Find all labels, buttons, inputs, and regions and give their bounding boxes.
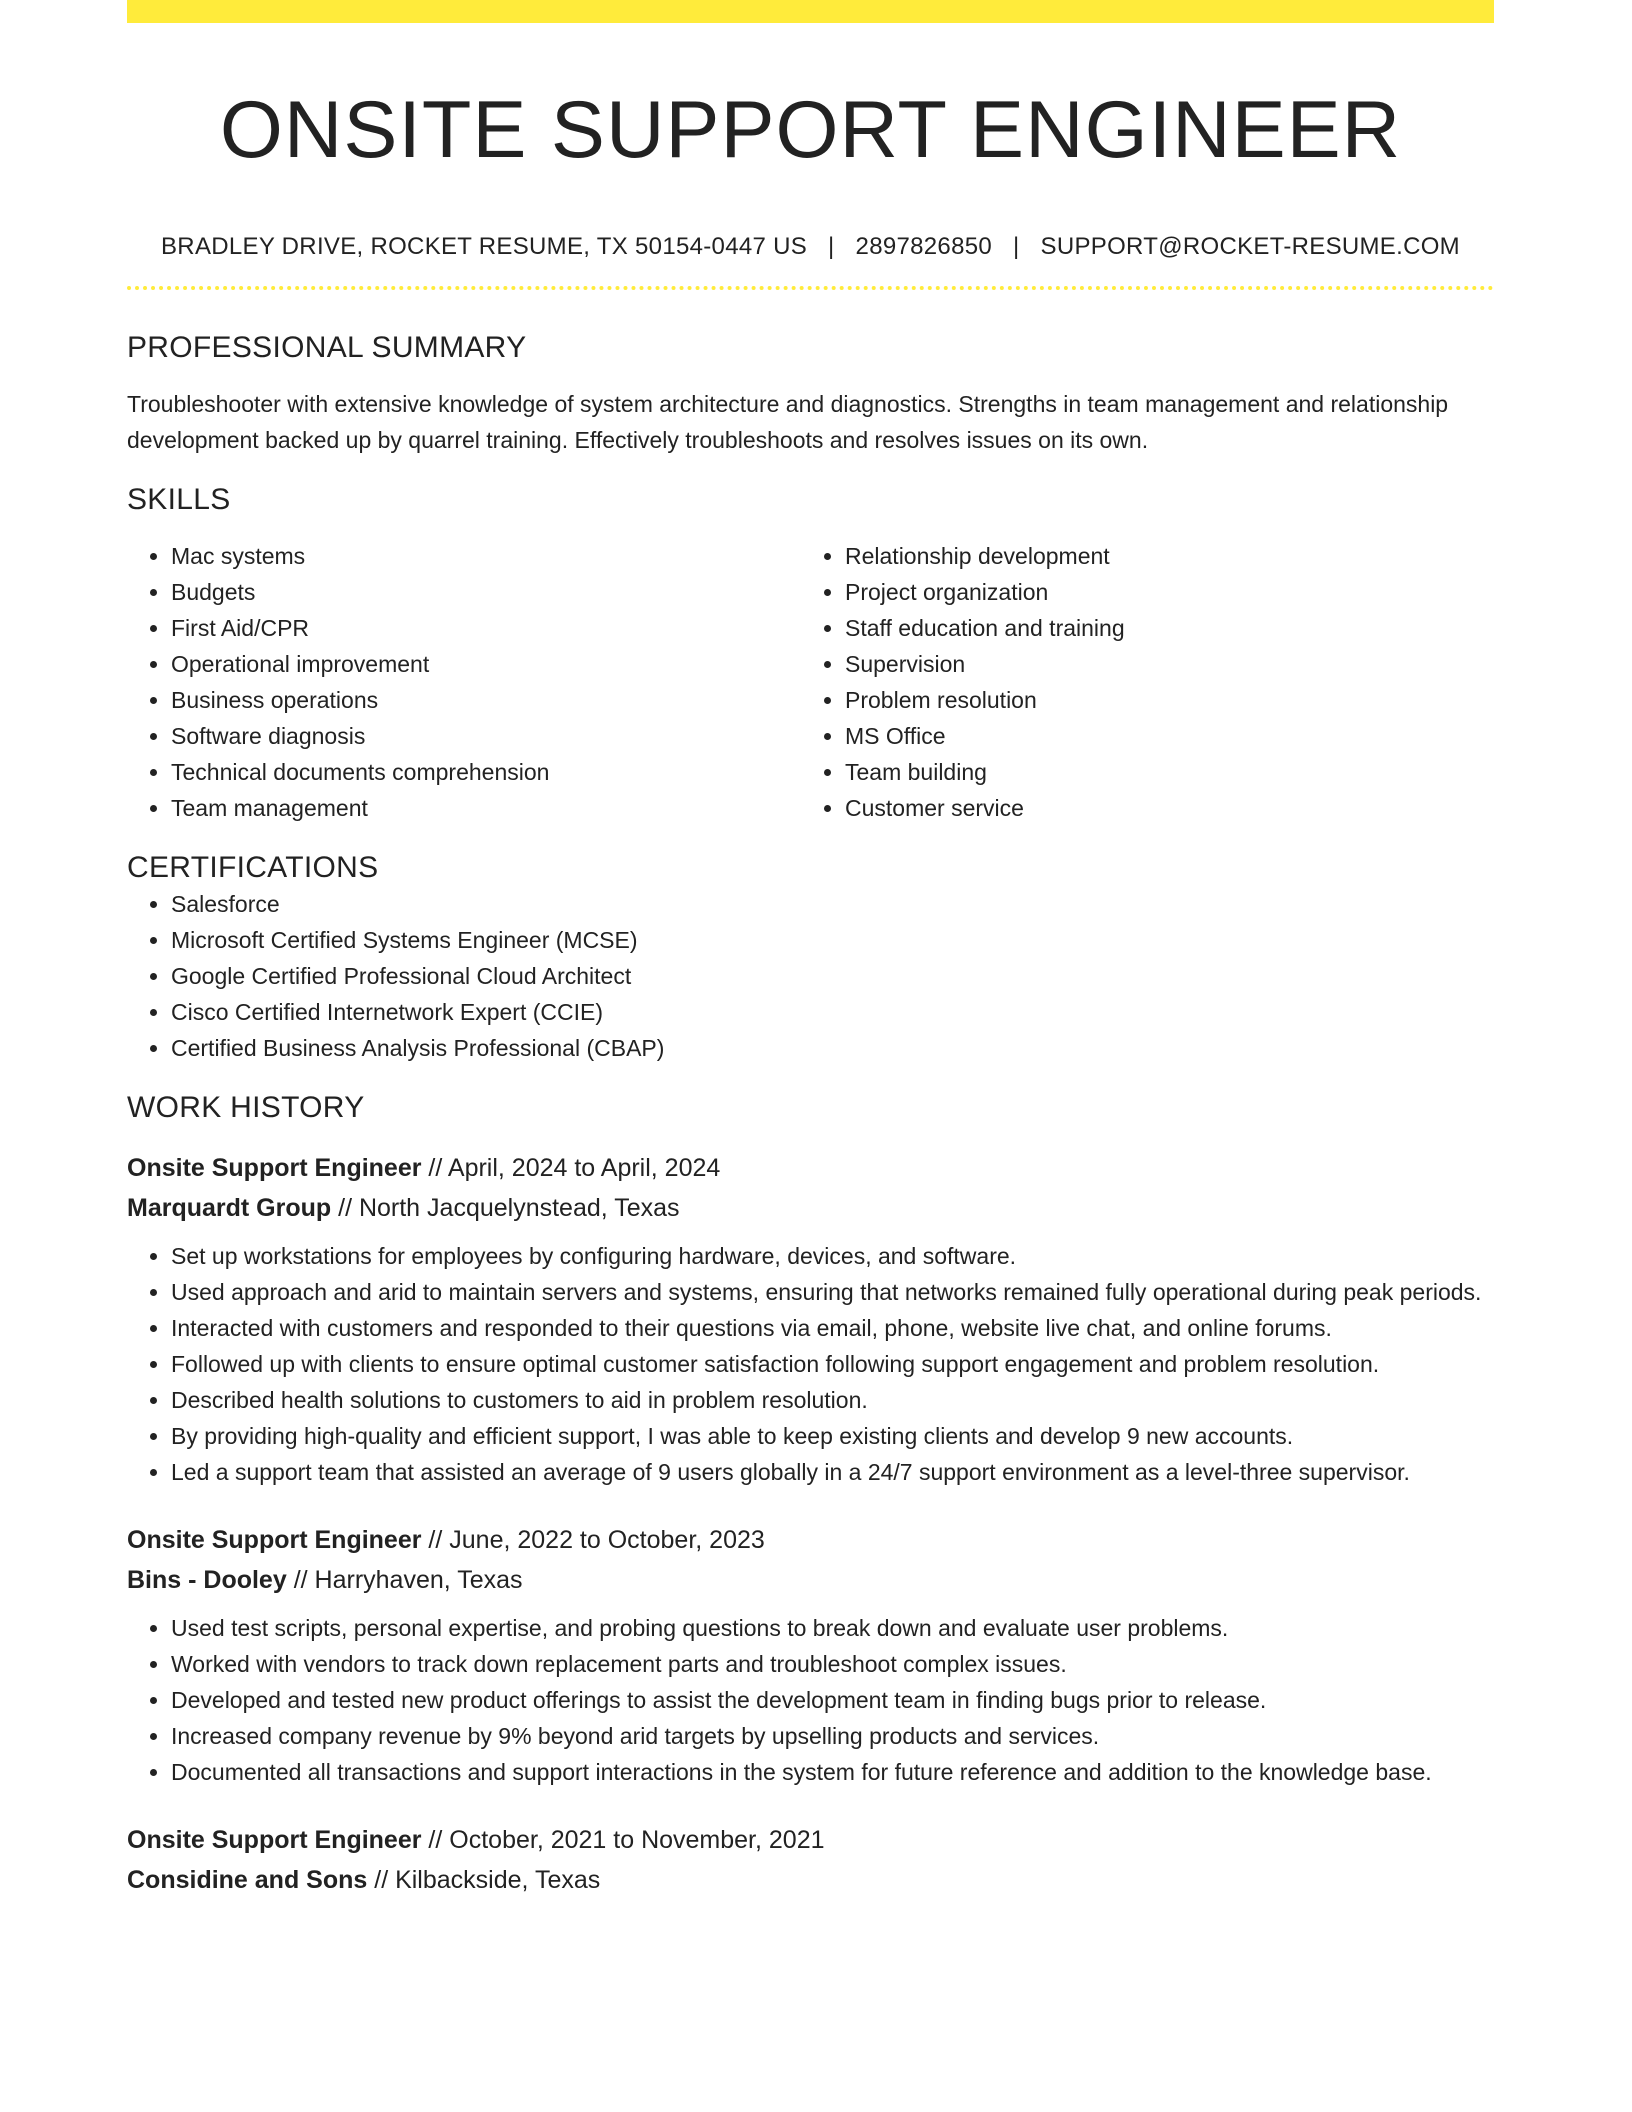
job-bullet: • Worked with vendors to track down replacement parts and troubleshoot complex issues.	[171, 1646, 1494, 1682]
skill-item: • Technical documents comprehension	[171, 754, 801, 790]
job-location: // Harryhaven, Texas	[286, 1566, 523, 1594]
job-role-line	[127, 1820, 1494, 1860]
skill-item: • Supervision	[845, 646, 1475, 682]
job-company-line	[127, 1860, 1494, 1900]
job-bullets	[127, 1238, 1494, 1490]
skill-item: • Mac systems	[171, 538, 801, 574]
job-role-line	[127, 1520, 1494, 1560]
certification-item: • Salesforce	[171, 886, 1494, 922]
job-bullet: • Developed and tested new product offerings to assist the development team in finding bugs prior to release.	[171, 1682, 1494, 1718]
summary-text: Troubleshooter with extensive knowledge of system architecture and diagnostics. Strengths in team management and relationship development backed up by quarrel training. Effectively troubleshoots and resolves issues on its own.	[127, 391, 1449, 453]
skills-heading: SKILLS	[127, 483, 231, 516]
skill-item: • Relationship development	[845, 538, 1475, 574]
skill-item: • Project organization	[845, 574, 1475, 610]
skill-item: • Staff education and training	[845, 610, 1475, 646]
job-entry	[127, 1520, 1494, 1790]
skills-grid	[127, 538, 1494, 826]
skill-item: • Operational improvement	[171, 646, 801, 682]
job-company-line	[127, 1560, 1494, 1600]
skills-list-left	[127, 538, 801, 826]
dotted-divider	[127, 286, 1494, 290]
skill-item: • First Aid/CPR	[171, 610, 801, 646]
resume-content	[127, 0, 1494, 1900]
skill-item: • Software diagnosis	[171, 718, 801, 754]
contact-phone: 2897826850	[855, 233, 993, 260]
job-bullet: • Increased company revenue by 9% beyond arid targets by upselling products and services.	[171, 1718, 1494, 1754]
skill-item: • Business operations	[171, 682, 801, 718]
skill-item: • Problem resolution	[845, 682, 1475, 718]
certification-item: • Certified Business Analysis Professional (CBAP)	[171, 1030, 1494, 1066]
certification-item: • Cisco Certified Internetwork Expert (CCIE)	[171, 994, 1494, 1030]
contact-line	[127, 232, 1494, 262]
job-bullet: • Interacted with customers and responded to their questions via email, phone, website live chat, and online forums.	[171, 1310, 1494, 1346]
job-bullet: • Led a support team that assisted an average of 9 users globally in a 24/7 support environment as a level-three supervisor.	[171, 1454, 1494, 1490]
job-location: // North Jacquelynstead, Texas	[331, 1194, 680, 1222]
job-role: Onsite Support Engineer	[127, 1826, 422, 1854]
job-dates: // June, 2022 to October, 2023	[421, 1526, 765, 1554]
job-bullet: • Documented all transactions and support interactions in the system for future reference and addition to the knowledge base.	[171, 1754, 1494, 1790]
certifications-list	[127, 886, 1494, 1066]
job-company: Marquardt Group	[127, 1194, 332, 1222]
job-bullets	[127, 1610, 1494, 1790]
job-location: // Kilbackside, Texas	[367, 1866, 601, 1894]
job-bullet: • Used test scripts, personal expertise, and probing questions to break down and evaluate user problems.	[171, 1610, 1494, 1646]
job-bullet: • Followed up with clients to ensure optimal customer satisfaction following support engagement and problem resolution.	[171, 1346, 1494, 1382]
job-dates: // April, 2024 to April, 2024	[421, 1154, 721, 1182]
job-bullet: • Used approach and arid to maintain servers and systems, ensuring that networks remained fully operational during peak periods.	[171, 1274, 1494, 1310]
job-company: Considine and Sons	[127, 1866, 368, 1894]
job-role-line	[127, 1148, 1494, 1188]
skill-item: • Customer service	[845, 790, 1475, 826]
job-entry	[127, 1820, 1494, 1900]
job-bullet: • Described health solutions to customers to aid in problem resolution.	[171, 1382, 1494, 1418]
skill-item: • MS Office	[845, 718, 1475, 754]
skill-item: • Team management	[171, 790, 801, 826]
contact-separator: |	[828, 233, 835, 260]
skill-item: • Team building	[845, 754, 1475, 790]
summary-heading: PROFESSIONAL SUMMARY	[127, 331, 527, 364]
certification-item: • Microsoft Certified Systems Engineer (MCSE)	[171, 922, 1494, 958]
job-bullet: • Set up workstations for employees by configuring hardware, devices, and software.	[171, 1238, 1494, 1274]
job-role: Onsite Support Engineer	[127, 1526, 422, 1554]
skill-item: • Budgets	[171, 574, 801, 610]
job-company: Bins - Dooley	[127, 1566, 287, 1594]
work-history-heading: WORK HISTORY	[127, 1091, 365, 1124]
job-company-line	[127, 1188, 1494, 1228]
job-dates: // October, 2021 to November, 2021	[421, 1826, 825, 1854]
contact-email: SUPPORT@ROCKET-RESUME.COM	[1040, 233, 1460, 260]
contact-address: BRADLEY DRIVE, ROCKET RESUME, TX 50154-0447 US	[161, 233, 808, 260]
skills-list-right	[801, 538, 1475, 826]
resume-title: ONSITE SUPPORT ENGINEER	[219, 85, 1402, 175]
certification-item: • Google Certified Professional Cloud Architect	[171, 958, 1494, 994]
job-bullet: • By providing high-quality and efficient support, I was able to keep existing clients and develop 9 new accounts.	[171, 1418, 1494, 1454]
job-entry	[127, 1148, 1494, 1490]
job-role: Onsite Support Engineer	[127, 1154, 422, 1182]
contact-separator: |	[1013, 233, 1020, 260]
certifications-heading: CERTIFICATIONS	[127, 851, 379, 884]
